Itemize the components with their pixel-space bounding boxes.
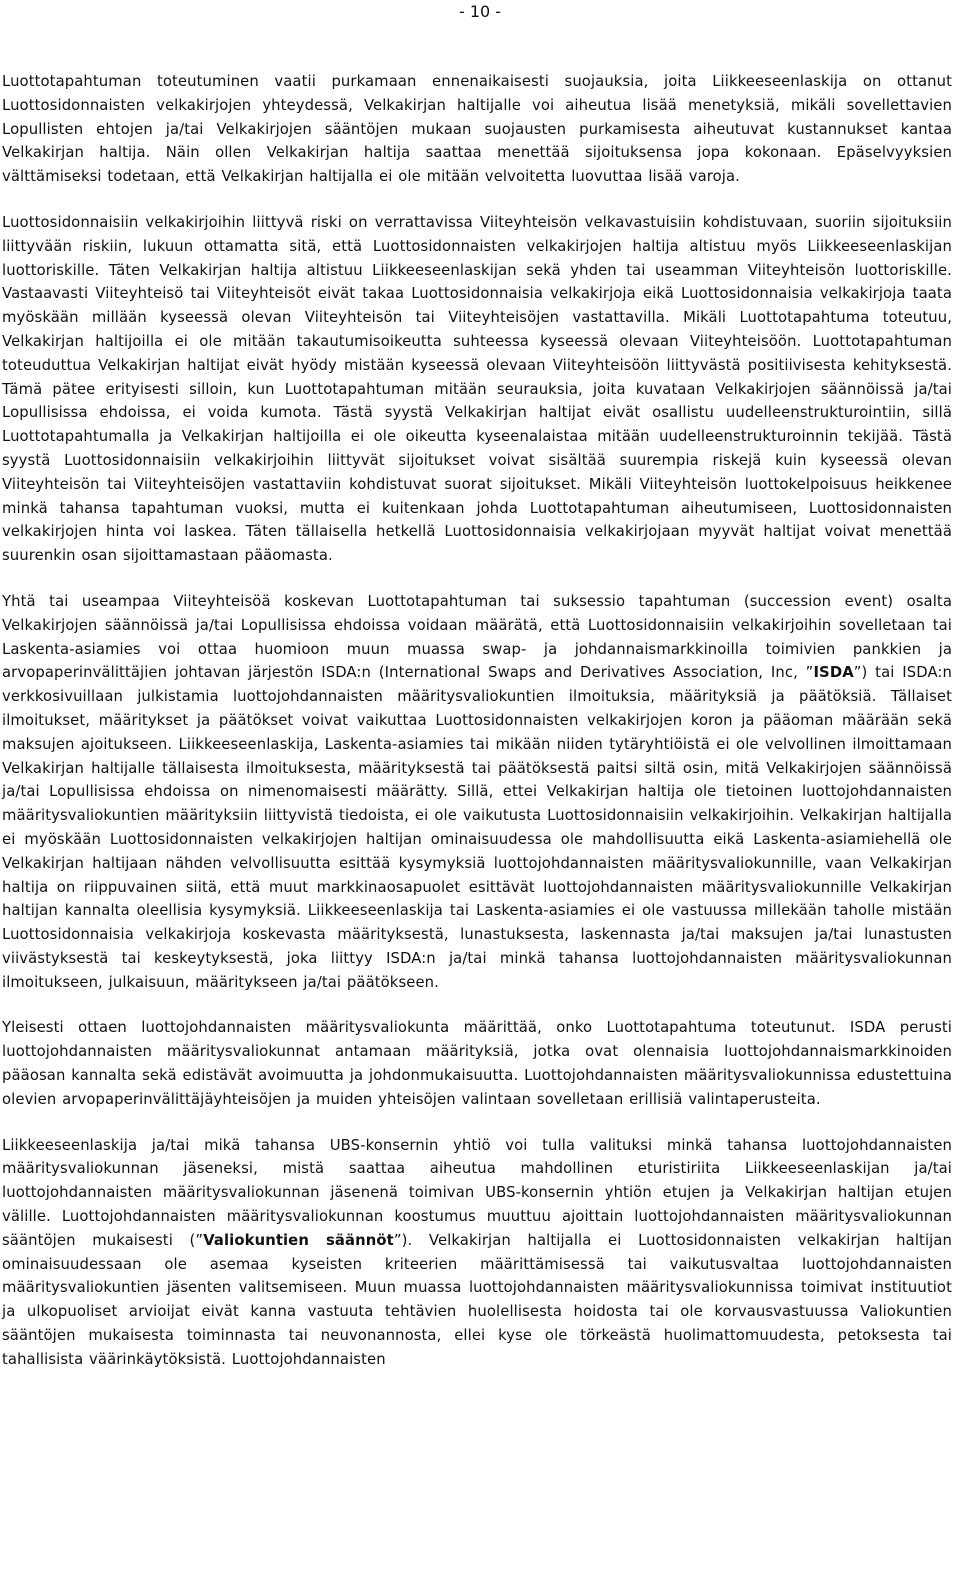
paragraph-5 xyxy=(2,1134,952,1372)
paragraph-3 xyxy=(2,590,952,995)
paragraph-1 xyxy=(2,70,952,189)
paragraph-2-text: Luottosidonnaisiin velkakirjoihin liittyvä riski on verrattavissa Viiteyhteisön velkavastuisiin kohdistuvaan, suoriin sijoituksiin liittyvään riskiin, lukuun ottamatta sitä, että Luottosidonnaisten velkakirjojen haltija altistuu myös Liikkeeseenlaskijan luottoriskille. Täten Velkakirjan haltija altistuu Liikkeeseenlaskijan sekä yhden tai useamman Viiteyhteisön luottoriskille. Vastaavasti Viiteyhteisö tai Viiteyhteisöt eivät takaa Luottosidonnaisia velkakirjoja eikä Luottosidonnaisia velkakirjoja taata myöskään millään kyseessä olevan Viiteyhteisön tai Viiteyhteisöjen vastattavilla. Mikäli Luottotapahtuma toteutuu, Velkakirjan haltijoilla ei ole mitään takautumisoikeutta suhteessa kyseessä olevaan Viiteyhteisöön. Luottotapahtuman toteuduttua Velkakirjan haltijat eivät hyödy mistään kyseessä olevaan Viiteyhteisöön liittyvästä positiivisesta kehityksestä. Tämä pätee erityisesti silloin, kun Luottotapahtuman mitään seurauksia, joita kuvataan Velkakirjojen säännöissä ja/tai Lopullisissa ehdoissa, ei voida kumota. Tästä syystä Velkakirjan haltijat eivät osallistu uudelleenstrukturointiin, sillä Luottotapahtumalla ja Velkakirjan haltijoilla ei ole oikeutta kyseenalaistaa mitään uudelleenstrukturoinnin tekijää. Tästä syystä Luottosidonnaisiin velkakirjoihin liittyvät sijoitukset voivat sisältää suurempia riskejä kuin kyseessä olevan Viiteyhteisön tai Viiteyhteisöjen vastattaviin kohdistuvat suorat sijoitukset. Mikäli Viiteyhteisön luottokelpoisuus heikkenee minkä tahansa tapahtuman vuoksi, mutta ei kuitenkaan johda Luottotapahtuman aiheutumiseen, Luottosidonnaisten velkakirjojen hinta voi laskea. Täten tällaisella hetkellä Luottosidonnaisia velkakirjojaan myyvät haltijat voivat menettää suurenkin osan sijoittamastaan pääomasta. xyxy=(2,213,952,565)
paragraph-4-text: Yleisesti ottaen luottojohdannaisten määritysvaliokunta määrittää, onko Luottotapahtuma toteutunut. ISDA perusti luottojohdannaisten määritysvaliokunnat antamaan määrityksiä, jotka ovat olennaisia luottojohdannaismarkkinoiden pääosan kannalta sekä edistävät avoimuutta ja johdonmukaisuutta. Luottojohdannaisten määritysvaliokunnissa edustettuina olevien arvopaperinvälittäjäyhteisöjen ja muiden yhteisöjen valintaan sovelletaan erillisiä valintaperusteita. xyxy=(2,1019,952,1108)
paragraph-5-text-a: Liikkeeseenlaskija ja/tai mikä tahansa UBS-konsernin yhtiö voi tulla valituksi minkä tahansa luottojohdannaisten määritysvaliokunnan jäseneksi, mistä saattaa aiheutua mahdollinen eturistiriita Liikkeeseenlaskijan ja/tai luottojohdannaisten määritysvaliokunnan jäsenenä toimivan UBS-konsernin yhtiön etujen ja Velkakirjan haltijan etujen välille. Luottojohdannaisten määritysvaliokunnan koostumus muuttuu ajoittain luottojohdannaisten määritysvaliokunnan sääntöjen mukaisesti (” xyxy=(2,1136,952,1249)
committee-rules-defined-term: Valiokuntien säännöt xyxy=(203,1231,394,1249)
paragraph-2 xyxy=(2,211,952,568)
paragraph-3-text-b: ”) tai ISDA:n verkkosivuillaan julkistamia luottojohdannaisten määritysvaliokuntien ilmoituksia, määrityksiä ja päätöksiä. Tällaiset ilmoitukset, määritykset ja päätökset voivat vaikuttaa Luottosidonnaisten velkakirjojen koron ja pääoman määrään sekä maksujen ajoitukseen. Liikkeeseenlaskija, Laskenta-asiamies tai mikään niiden tytäryhtiöistä ei ole velvollinen ilmoittamaan Velkakirjan haltijalle tällaisesta ilmoituksesta, määrityksestä tai päätöksestä paitsi siltä osin, mitä Velkakirjojen säännöissä ja/tai Lopullisissa ehdoissa on nimenomaisesti määrätty. Sillä, ettei Velkakirjan haltija ole tietoinen luottojohdannaisten määritysvaliokuntien määrityksiin liittyvistä tiedoista, ei ole vaikutusta Luottosidonnaisiin velkakirjoihin. Velkakirjan haltijalla ei myöskään Luottosidonnaisten velkakirjojen haltijan ominaisuudessa ole mahdollisuutta eikä Laskenta-asiamiehellä ole Velkakirjan haltijaan nähden velvollisuutta esittää kysymyksiä luottojohdannaisten määritysvaliokunnille, vaan Velkakirjan haltija on riippuvainen siitä, että muut markkinaosapuolet esittävät luottojohdannaisten määritysvaliokunnille Velkakirjan haltijan kannalta oleellisia kysymyksiä. Liikkeeseenlaskija tai Laskenta-asiamies ei ole vastuussa millekään taholle mistään Luottosidonnaisia velkakirjoja koskevasta määrityksestä, lunastuksesta, laskennasta ja/tai maksujen ja/tai lunastusten viivästyksestä tai keskeytyksestä, joka liittyy ISDA:n ja/tai minkä tahansa luottojohdannaisten määritysvaliokunnan ilmoitukseen, julkaisuun, määritykseen ja/tai päätökseen. xyxy=(2,664,952,991)
paragraph-5-text-b: ”). Velkakirjan haltijalla ei Luottosidonnaisten velkakirjan haltijan ominaisuudessaan ole asemaa kyseisten kriteerien määrittämisessä tai vaikutusvaltaa luottojohdannaisten määritysvaliokuntien jäsenten valitsemiseen. Muun muassa luottojohdannaisten määritysvaliokunnissa toimivat instituutiot ja ulkopuoliset arvioijat eivät kanna vastuuta tehtävien huolellisesta hoidosta tai ole korvausvastuussa Valiokuntien sääntöjen mukaisesta toiminnasta tai neuvonannosta, ellei kyse ole törkeästä huolimattomuudesta, petoksesta tai tahallisista väärinkäytöksistä. Luottojohdannaisten xyxy=(2,1231,953,1368)
isda-defined-term: ISDA xyxy=(813,664,854,682)
document-body xyxy=(2,70,952,1394)
paragraph-3-text-a: Yhtä tai useampaa Viiteyhteisöä koskevan Luottotapahtuman tai suksessio tapahtuman (succession event) osalta Velkakirjojen säännöissä ja/tai Lopullisissa ehdoissa voidaan määrätä, että Luottosidonnaisiin velkakirjoihin sovelletaan tai Laskenta-asiamies voi ottaa huomioon muun muassa swap- ja johdannaismarkkinoilla toimivien pankkien ja arvopaperinvälittäjien johtavan järjestön ISDA:n (International Swaps and Derivatives Association, Inc, ” xyxy=(2,592,952,682)
page-number: - 10 - xyxy=(458,2,502,21)
paragraph-4 xyxy=(2,1016,952,1111)
paragraph-1-text: Luottotapahtuman toteutuminen vaatii purkamaan ennenaikaisesti suojauksia, joita Liikkeeseenlaskija on ottanut Luottosidonnaisten velkakirjojen yhteydessä, Velkakirjan haltijalle voi aiheutua lisää menetyksiä, mikäli sovellettavien Lopullisten ehtojen ja/tai Velkakirjojen sääntöjen mukaan suojausten purkamisesta aiheutuvat kustannukset kantaa Velkakirjan haltija. Näin ollen Velkakirjan haltija saattaa menettää sijoituksensa jopa kokonaan. Epäselvyyksien välttämiseksi todetaan, että Velkakirjan haltijalla ei ole mitään velvoitetta luovuttaa lisää varoja. xyxy=(2,73,952,186)
